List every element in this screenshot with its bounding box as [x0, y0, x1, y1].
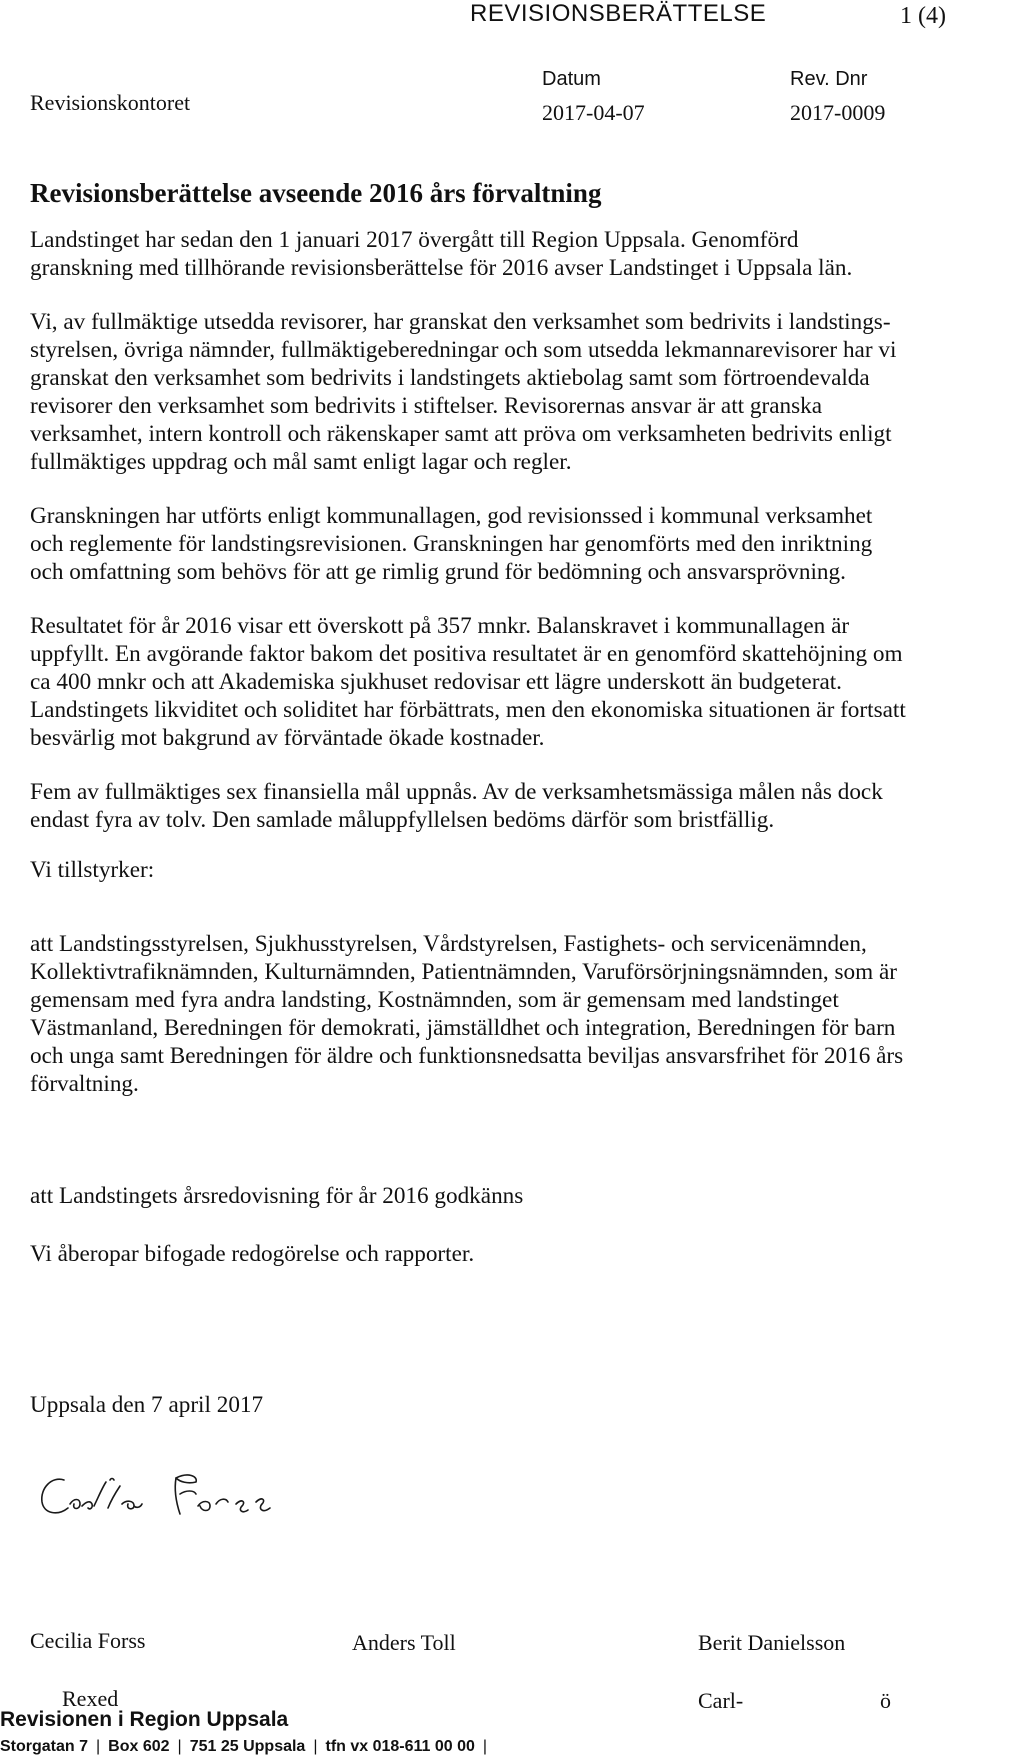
paragraph-scope [30, 308, 1020, 476]
separator: | [177, 1738, 182, 1755]
footer-street: Storgatan 7 [0, 1738, 89, 1755]
text-line: Vi tillstyrker: [30, 857, 155, 883]
dnr-value: 2017-0009 [790, 100, 886, 125]
text-line: och reglemente för landstingsrevisionen. Granskningen har genomförts med den inriktning [30, 531, 873, 557]
text-line: Granskningen har utförts enligt kommunallagen, god revisionssed i kommunal verksamhet [30, 503, 873, 529]
text-line: att Landstingsstyrelsen, Sjukhusstyrelsen, Vårdstyrelsen, Fastighets- och servicenämnden, [30, 931, 867, 957]
separator: | [313, 1738, 318, 1755]
signatory-name: Carl- [698, 1688, 744, 1713]
separator: | [96, 1738, 101, 1755]
signatory-name: Anders Toll [352, 1630, 456, 1655]
footer-box: Box 602 [108, 1738, 170, 1755]
signatory-name: Rexed [62, 1686, 119, 1711]
handwritten-signature [30, 1458, 330, 1538]
paragraph-goals [30, 778, 1020, 834]
text-line: Kollektivtrafiknämnden, Kulturnämnden, Patientnämnden, Varuförsörjningsnämnden, som är [30, 959, 897, 985]
body-text [30, 226, 1020, 1294]
text-line: och unga samt Beredningen för äldre och funktionsnedsatta beviljas ansvarsfrihet för 2016 års [30, 1043, 904, 1069]
text-line: uppfyllt. En avgörande faktor bakom det positiva resultatet är en genomförd skattehöjning om [30, 641, 903, 667]
text-line: granskat den verksamhet som bedrivits i landstingets aktiebolag samt som förtroendevalda [30, 365, 870, 391]
text-line: gemensam med fyra andra landsting, Kostnämnden, som är gemensam med landstinget [30, 987, 839, 1013]
footer-phone: tfn vx 018-611 00 00 [325, 1738, 475, 1755]
text-line: och omfattning som behövs för att ge rimlig grund för bedömning och ansvarsprövning. [30, 559, 846, 585]
paragraph-method [30, 502, 1020, 586]
text-line: fullmäktiges uppdrag och mål samt enligt lagar och regler. [30, 449, 572, 475]
text-line: besvärlig mot bakgrund av förväntade ökade kostnader. [30, 725, 545, 751]
page-title: Revisionsberättelse avseende 2016 års förvaltning [30, 178, 602, 208]
text-line: Landstingets likviditet och soliditet har förbättrats, men den ekonomiska situationen är fortsatt [30, 697, 906, 723]
paragraph-discharge [30, 930, 1020, 1098]
document-type: REVISIONSBERÄTTELSE [470, 0, 767, 27]
signatory-name: Cecilia Forss [30, 1628, 146, 1653]
footer-organization: Revisionen i Region Uppsala [0, 1708, 289, 1731]
page-number: 1 (4) [900, 3, 946, 29]
text-line: styrelsen, övriga nämnder, fullmäktigeberedningar och som utsedda lekmannarevisorer har vi [30, 337, 897, 363]
text-line: förvaltning. [30, 1071, 139, 1097]
paragraph-result [30, 612, 1020, 752]
paragraph-approval [30, 1182, 1020, 1210]
text-line: Vi åberopar bifogade redogörelse och rapporter. [30, 1241, 475, 1267]
text-line: Vi, av fullmäktige utsedda revisorer, har granskat den verksamhet som bedrivits i landstings- [30, 309, 891, 335]
text-line: Västmanland, Beredningen för demokrati, jämställdhet och integration, Beredningen för barn [30, 1015, 896, 1041]
signatory-name: Berit Danielsson [698, 1630, 846, 1655]
footer-postal: 751 25 Uppsala [189, 1738, 306, 1755]
separator: | [482, 1738, 488, 1755]
footer-address [0, 1738, 495, 1756]
signatory-name: ö [880, 1688, 891, 1713]
place-date: Uppsala den 7 april 2017 [30, 1392, 264, 1418]
text-line: granskning med tillhörande revisionsberättelse för 2016 avser Landstinget i Uppsala län. [30, 255, 853, 281]
text-line: endast fyra av tolv. Den samlade måluppfyllelsen bedöms därför som bristfällig. [30, 807, 775, 833]
dnr-label: Rev. Dnr [790, 68, 868, 90]
paragraph-region-intro [30, 226, 1020, 282]
date-value: 2017-04-07 [542, 100, 645, 125]
text-line: Landstinget har sedan den 1 januari 2017 övergått till Region Uppsala. Genomförd [30, 227, 799, 253]
office-name: Revisionskontoret [30, 90, 191, 115]
text-line: Fem av fullmäktiges sex finansiella mål uppnås. Av de verksamhetsmässiga målen nås dock [30, 779, 883, 805]
date-label: Datum [542, 68, 601, 90]
text-line: Resultatet för år 2016 visar ett överskott på 357 mnkr. Balanskravet i kommunallagen är [30, 613, 850, 639]
text-line: ca 400 mnkr och att Akademiska sjukhuset redovisar ett lägre underskott än budgeterat. [30, 669, 842, 695]
paragraph-attachments [30, 1240, 1020, 1268]
text-line: verksamhet, intern kontroll och räkenskaper samt att pröva om verksamheten bedrivits enligt [30, 421, 892, 447]
text-line: revisorer den verksamhet som bedrivits i stiftelser. Revisorernas ansvar är att granska [30, 393, 822, 419]
text-line: att Landstingets årsredovisning för år 2016 godkänns [30, 1183, 524, 1209]
paragraph-recommend [30, 856, 1020, 884]
